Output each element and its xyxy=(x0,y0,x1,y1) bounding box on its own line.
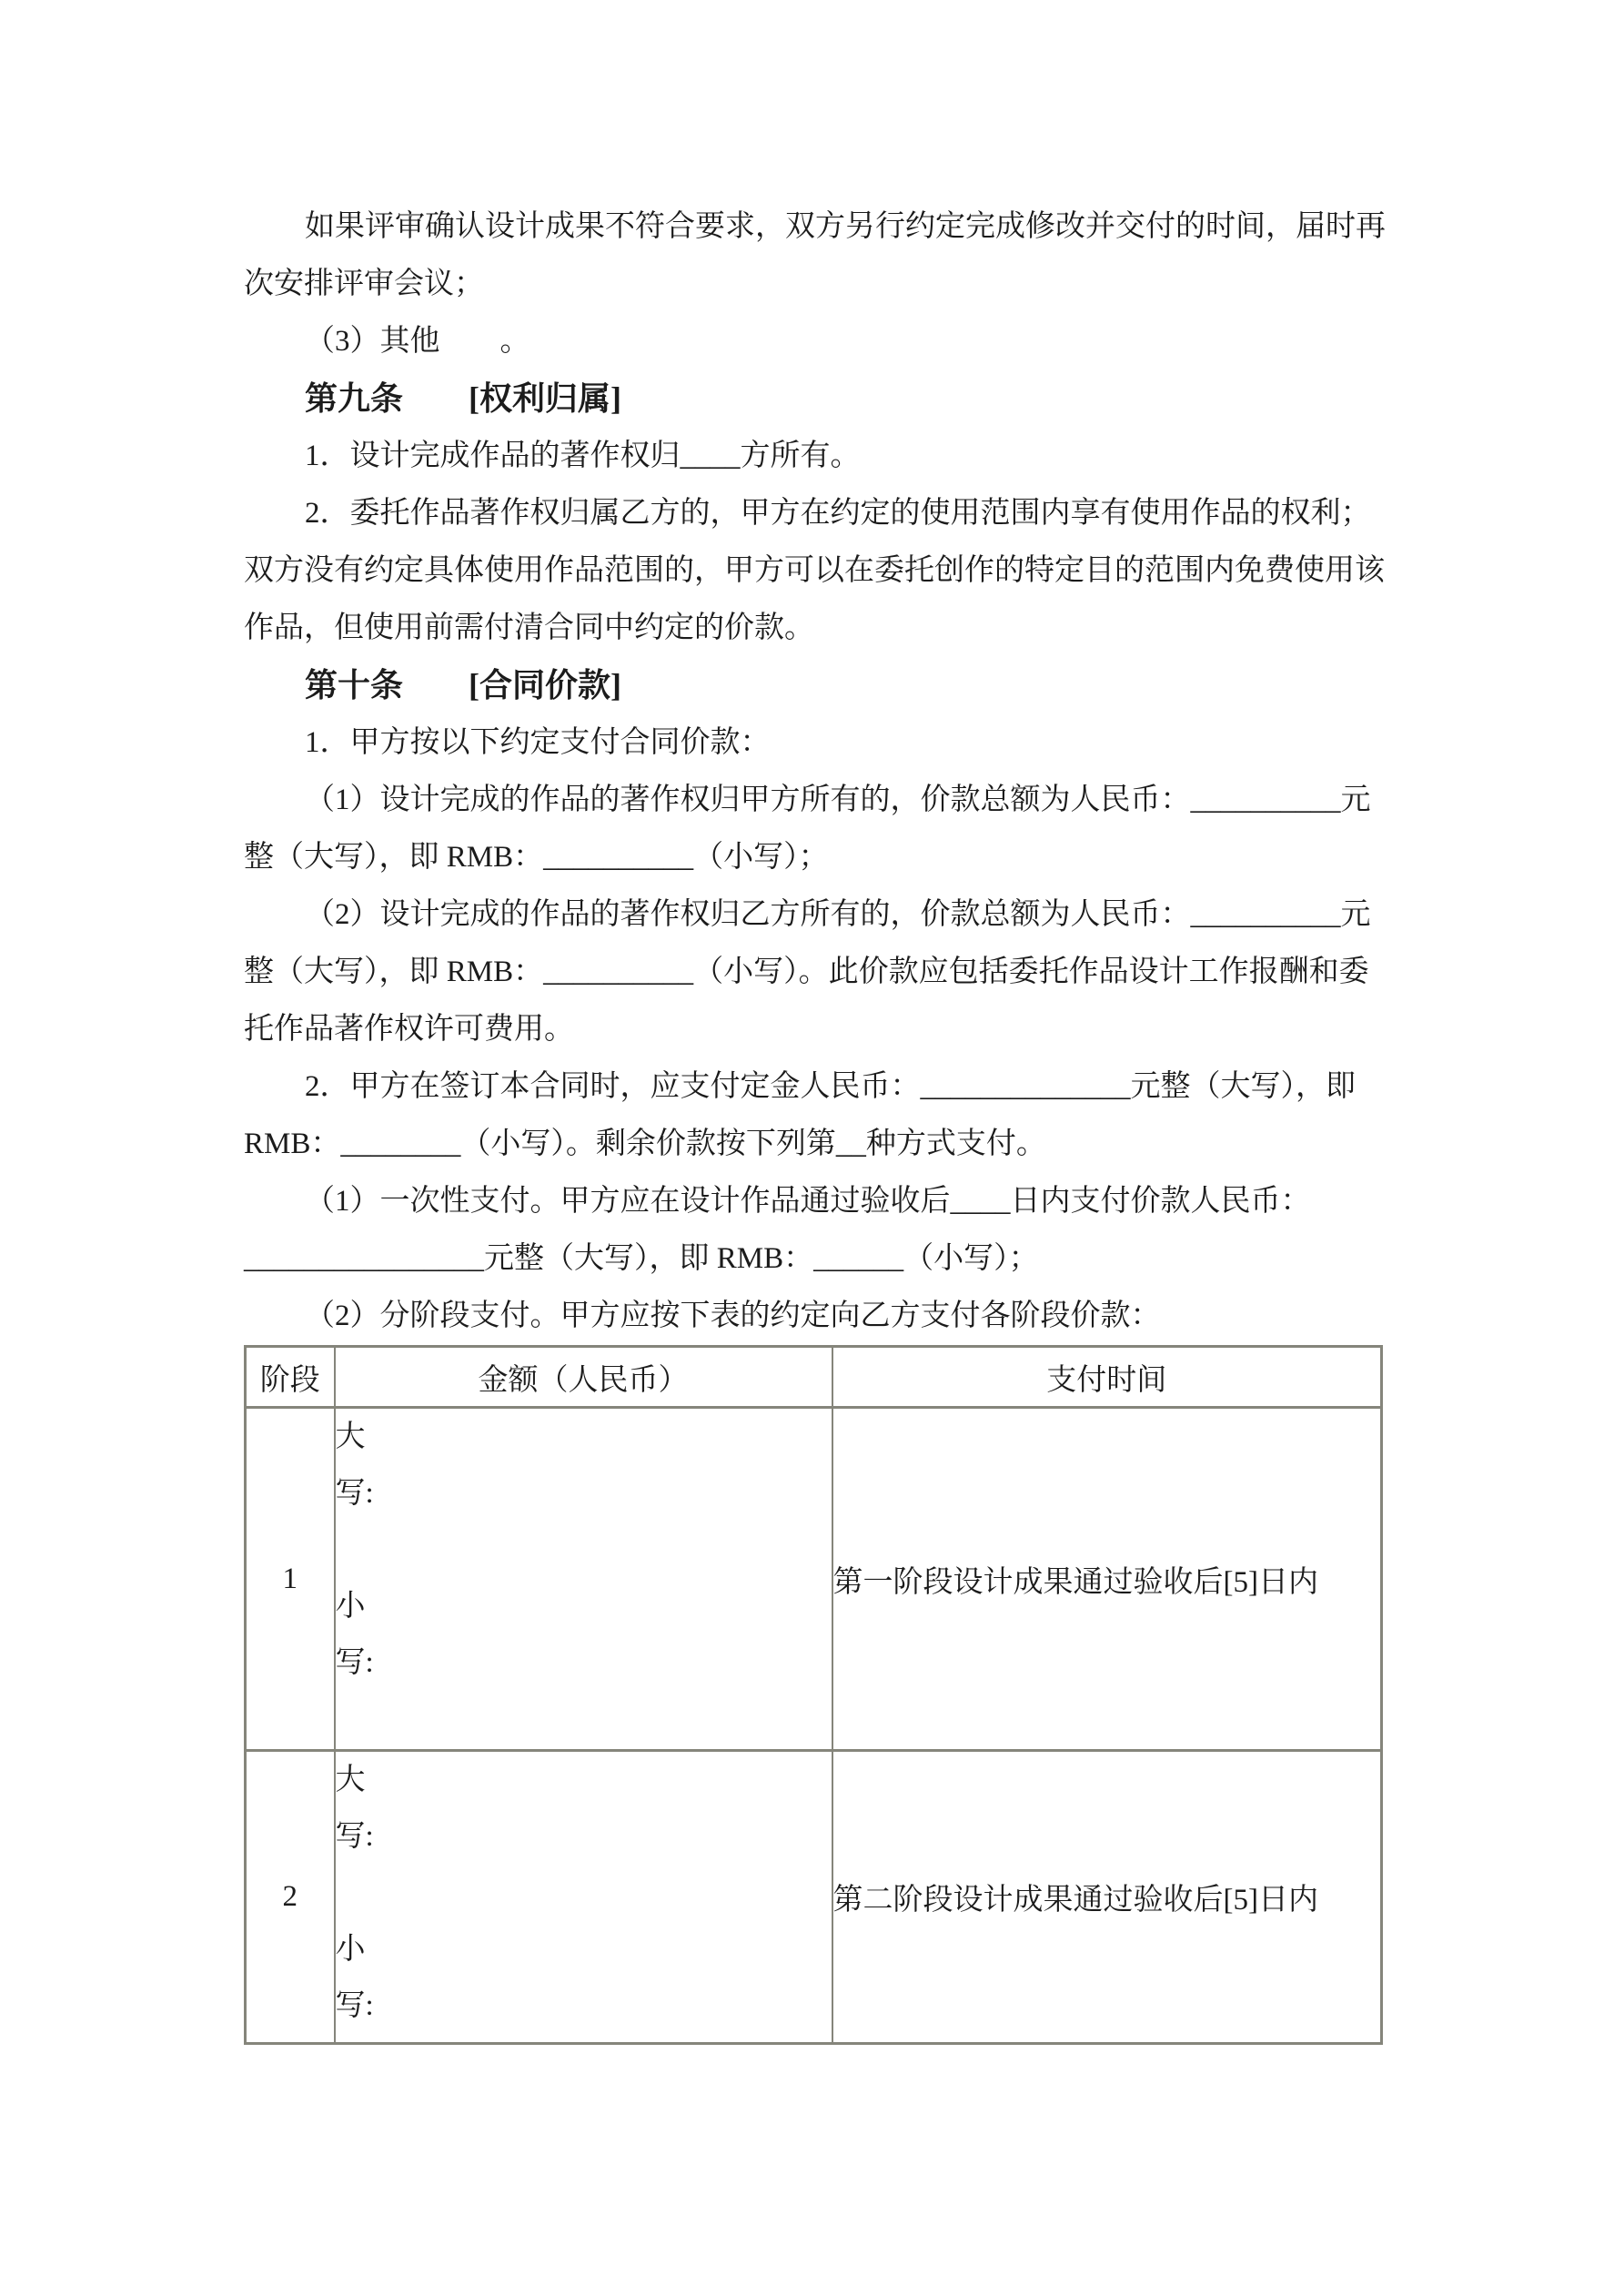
document-body xyxy=(244,198,1386,2045)
amount-cell xyxy=(335,1751,832,2044)
paragraph-line: 托作品著作权许可费用。 xyxy=(244,1013,574,1046)
stage-number-cell: 1 xyxy=(246,1408,335,1751)
paragraph-line: 作品，但使用前需付清合同中约定的价款。 xyxy=(244,612,814,644)
payment-time-cell: 第二阶段设计成果通过验收后[5]日内 xyxy=(832,1751,1382,2044)
table-header-stage: 阶段 xyxy=(246,1347,335,1408)
paragraph-line: 1．甲方按以下约定支付合同价款： xyxy=(305,726,771,759)
paragraph-line: 如果评审确认设计成果不符合要求，双方另行约定完成修改并交付的时间，届时再 xyxy=(305,210,1386,243)
payment-schedule-table xyxy=(244,1345,1383,2045)
amount-line: 大 xyxy=(335,1421,366,1453)
table-row xyxy=(246,1408,1382,1751)
paragraph-line: 1．设计完成作品的著作权归____方所有。 xyxy=(305,440,861,472)
amount-line: 写: xyxy=(335,1820,374,1853)
paragraph-line: （1）一次性支付。甲方应在设计作品通过验收后____日内支付价款人民币： xyxy=(305,1185,1311,1218)
amount-line: 写: xyxy=(335,1646,374,1679)
table-header-row xyxy=(246,1347,1382,1408)
clause-9-heading: 第九条 [权利归属] xyxy=(305,380,621,417)
paragraph-line: 整（大写），即 RMB：__________（小写）。此价款应包括委托作品设计工作报酬和委 xyxy=(244,956,1369,988)
amount-line xyxy=(336,1865,832,1921)
paragraph-line: ________________元整（大写），即 RMB：______（小写）； xyxy=(244,1242,1039,1275)
stage-number-cell: 2 xyxy=(246,1751,335,2044)
paragraph-line: 整（大写），即 RMB：__________（小写）； xyxy=(244,841,829,874)
paragraph-line: 2．委托作品著作权归属乙方的，甲方在约定的使用范围内享有使用作品的权利； xyxy=(305,497,1371,530)
paragraph-line: （1）设计完成的作品的著作权归甲方所有的，价款总额为人民币：__________元 xyxy=(305,784,1371,816)
amount-line xyxy=(336,1522,832,1578)
paragraph-line: 2．甲方在签订本合同时，应支付定金人民币：______________元整（大写），即 xyxy=(305,1070,1356,1103)
amount-line: 大 xyxy=(335,1764,366,1796)
payment-time-cell: 第一阶段设计成果通过验收后[5]日内 xyxy=(832,1408,1382,1751)
table-row xyxy=(246,1751,1382,2044)
amount-line: 写: xyxy=(335,1989,374,2022)
clause-10-heading: 第十条 [合同价款] xyxy=(305,667,621,703)
paragraph-line: 次安排评审会议； xyxy=(244,268,484,300)
paragraph-line: （3）其他 。 xyxy=(305,325,530,358)
paragraph-line: （2）分阶段支付。甲方应按下表的约定向乙方支付各阶段价款： xyxy=(305,1300,1161,1332)
amount-line: 写: xyxy=(335,1477,374,1510)
amount-line: 小 xyxy=(335,1933,366,1966)
amount-cell xyxy=(335,1408,832,1751)
paragraph-line: RMB：________（小写）。剩余价款按下列第__种方式支付。 xyxy=(244,1128,1046,1160)
amount-line: 小 xyxy=(335,1590,366,1623)
paragraph-line: （2）设计完成的作品的著作权归乙方所有的，价款总额为人民币：__________元 xyxy=(305,898,1371,931)
table-header-time: 支付时间 xyxy=(832,1347,1382,1408)
paragraph-line: 双方没有约定具体使用作品范围的，甲方可以在委托创作的特定目的范围内免费使用该 xyxy=(244,554,1385,587)
table-header-amount: 金额（人民币） xyxy=(335,1347,832,1408)
